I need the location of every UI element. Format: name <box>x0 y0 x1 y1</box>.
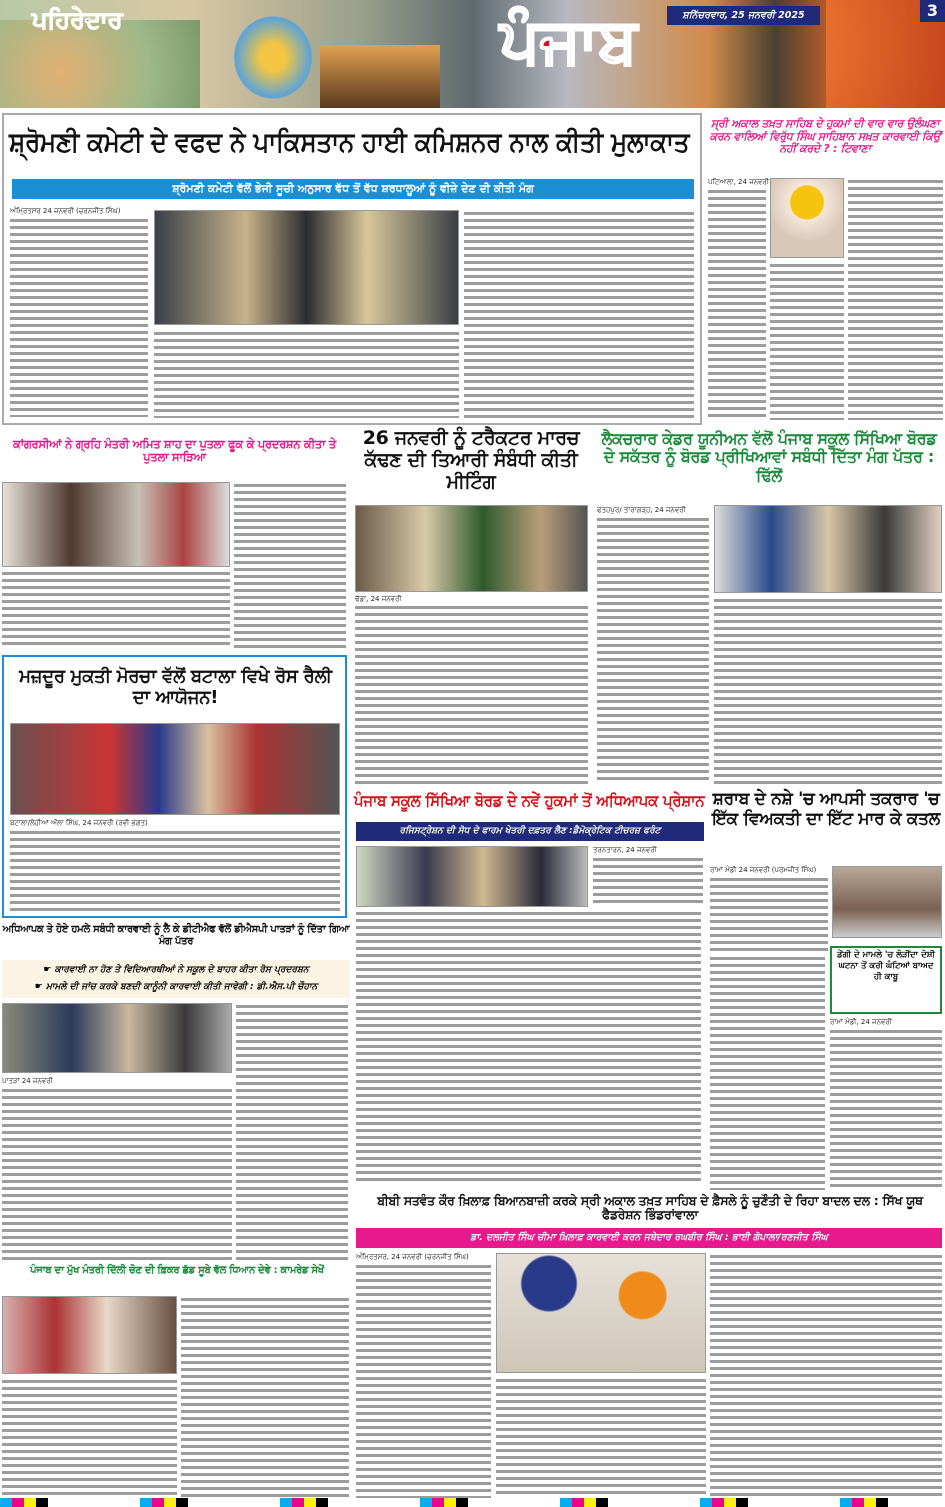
teacher-dateline: ਪਾਤੜਾਂ 24 ਜਨਵਰੀ <box>2 1077 53 1085</box>
lecturer-dateline: ਫਤਹਪੁਰ/ ਤਾਰਾਗੜ੍ਹ, 24 ਜਨਵਰੀ <box>597 506 686 514</box>
teacher-headline: ਅਧਿਆਪਕ ਤੇ ਹੋਏ ਹਮਲੇ ਸਬੰਧੀ ਕਾਰਵਾਈ ਨੂੰ ਲੈ ਕੇ ਡੀਟੀਐਫ ਵੱਲੋਂ ਡੀਐਸਪੀ ਪਾਤੜਾਂ ਨੂੰ ਦਿੱਤਾ ਗਿਆ ਮੰਗ ਪੱਤਰ <box>2 924 350 947</box>
murder-photo <box>832 866 942 938</box>
tractor-dateline: ਢੱਡਾ, 24 ਜਨਵਰੀ <box>355 595 402 603</box>
psseb-photo <box>356 846 588 907</box>
sarwan-headline: ਬੀਬੀ ਸਤਵੰਤ ਕੌਰ ਖ਼ਿਲਾਫ਼ ਬਿਆਨਬਾਜ਼ੀ ਕਰਕੇ ਸ੍ਰੀ ਅਕਾਲ ਤਖ਼ਤ ਸਾਹਿਬ ਦੇ ਫ਼ੈਸਲੇ ਨੂੰ ਚੁਣੌਤੀ ਦੇ ਰਿਹਾ ਬਾਦਲ ਦਲ : ਸਿੱਖ ਯੂਥ ਫੈਡਰੇਸ਼ਨ ਭਿੰਡਰਾਂਵਾਲਾ <box>377 1193 923 1223</box>
rally-headline: ਮਜ਼ਦੂਰ ਮੁਕਤੀ ਮੋਰਚਾ ਵੱਲੋਂ ਬਟਾਲਾ ਵਿਖੇ ਰੋਸ ਰੈਲੀ ਦਾ ਆਯੋਜਨ! <box>19 666 332 708</box>
teacher-bullets <box>2 960 350 998</box>
color-registration-bar <box>0 1498 945 1507</box>
lead-headline: ਸ਼੍ਰੋਮਣੀ ਕਮੇਟੀ ਦੇ ਵਫਦ ਨੇ ਪਾਕਿਸਤਾਨ ਹਾਈ ਕਮਿਸ਼ਨਰ ਨਾਲ ਕੀਤੀ ਮੁਲਾਕਾਤ <box>9 127 690 158</box>
tractor-meeting-photo <box>355 505 588 592</box>
psseb-dateline: ਤਰਨਤਾਰਨ, 24 ਜਨਵਰੀ <box>593 846 657 854</box>
lead-story <box>2 113 702 425</box>
psseb-subhead: ਰਜਿਸਟ੍ਰੇਸ਼ਨ ਦੀ ਸੋਧ ਦੇ ਫਾਰਮ ਖੇਤਰੀ ਦਫ਼ਤਰ ਲੈਣ :ਡੈਮੋਕ੍ਰੇਟਿਕ ਟੀਚਰਜ਼ ਫਰੰਟ <box>356 822 704 841</box>
akal-takht-dateline: ਪਟਿਆਲਾ, 24 ਜਨਵਰੀ <box>708 178 769 186</box>
lead-photo <box>154 210 459 325</box>
page-number: 3 <box>920 0 945 22</box>
congress-headline: ਕਾਂਗਰਸੀਆਂ ਨੇ ਗ੍ਰਹਿ ਮੰਤਰੀ ਅਮਿਤ ਸ਼ਾਹ ਦਾ ਪੁਤਲਾ ਫੂਕ ਕੇ ਪ੍ਰਦਰਸ਼ਨ ਕੀਤਾ ਤੇ ਪੁਤਲਾ ਸਾੜਿਆ <box>13 437 336 465</box>
dengue-box <box>830 946 942 1014</box>
section-title: ਪੰਜਾਬ <box>500 4 637 77</box>
sarwan-photo <box>496 1253 706 1373</box>
rally-dateline: ਬਟਾਲਾ/ਲੋਹੀਆਂ ਔਲਾ ਸਿੰਘ, 24 ਜਨਵਰੀ (ਰਵੀ ਭਗਤ) <box>10 819 148 827</box>
paper-name-logo: ਪਹਿਰੇਦਾਰ <box>32 6 123 34</box>
sarwan-subhead: ਡਾ. ਦਲਜੀਤ ਸਿੰਘ ਚੀਮਾ ਖ਼ਿਲਾਫ਼ ਕਾਰਵਾਈ ਕਰਨ ਜਥੇਦਾਰ ਰਘਬੀਰ ਸਿੰਘ : ਭਾਈ ਗੋਪਾਲਾ/ਰਣਜੀਤ ਸਿੰਘ <box>356 1228 942 1248</box>
masthead <box>0 0 945 108</box>
psseb-headline: ਪੰਜਾਬ ਸਕੂਲ ਸਿੱਖਿਆ ਬੋਰਡ ਦੇ ਨਵੇਂ ਹੁਕਮਾਂ ਤੋਂ ਅਧਿਆਪਕ ਪ੍ਰੇਸ਼ਾਨ <box>354 791 705 810</box>
cm-photo <box>2 1296 177 1374</box>
tractor-photo <box>320 45 440 108</box>
teacher-photo <box>2 1003 232 1073</box>
lead-subhead: ਸ਼੍ਰੋਮਣੀ ਕਮੇਟੀ ਵੱਲੋਂ ਭੇਜੀ ਸੂਚੀ ਅਨੁਸਾਰ ਵੱਧ ਤੋਂ ਵੱਧ ਸ਼ਰਧਾਲੂਆਂ ਨੂੰ ਵੀਜ਼ੇ ਦੇਣ ਦੀ ਕੀਤੀ ਮੰਗ <box>12 179 694 199</box>
akal-takht-headline: ਸ੍ਰੀ ਅਕਾਲ ਤਖ਼ਤ ਸਾਹਿਬ ਦੇ ਹੁਕਮਾਂ ਦੀ ਵਾਰ ਵਾਰ ਉਲੰਘਣਾ ਕਰਨ ਵਾਲਿਆਂ ਵਿਰੁੱਧ ਸਿੰਘ ਸਾਹਿਬਾਨ ਸਖ਼ਤ ਕਾਰਵਾਈ ਕਿਉਂ ਨਹੀਂ ਕਰਦੇ ? : ਟਿਵਾਣਾ <box>709 117 941 156</box>
lecturer-headline: ਲੈਕਚਰਾਰ ਕੇਡਰ ਯੂਨੀਅਨ ਵੱਲੋਂ ਪੰਜਾਬ ਸਕੂਲ ਸਿੱਖਿਆ ਬੋਰਡ ਦੇ ਸਕੱਤਰ ਨੂੰ ਬੋਰਡ ਪ੍ਰੀਖਿਆਵਾਂ ਸਬੰਧੀ ਦਿੱਤਾ ਮੰਗ ਪੱਤਰ : ਢਿੱਲੋਂ <box>601 429 937 485</box>
sarwan-dateline: ਅੰਮ੍ਰਿਤਸਰ, 24 ਜਨਵਰੀ (ਚਰਨਜੀਤ ਸਿੰਘ) <box>356 1253 469 1261</box>
tractor-headline: 26 ਜਨਵਰੀ ਨੂੰ ਟਰੈਕਟਰ ਮਾਰਚ ਕੱਢਣ ਦੀ ਤਿਆਰੀ ਸੰਬੰਧੀ ਕੀਤੀ ਮੀਟਿੰਗ <box>362 427 580 493</box>
dengue-headline: ਡੇਂਗੀ ਦੇ ਮਾਮਲੇ 'ਚ ਲੋੜੀਂਦਾ ਦੋਸ਼ੀ ਘਟਨਾ ਤੋਂ ਕਰੀ ਘੰਟਿਆਂ ਬਾਅਦ ਹੀ ਕਾਬੂ <box>837 950 935 983</box>
murder-dateline: ਰਾਮਾਂ ਮੰਡੀ 24 ਜਨਵਰੀ (ਪਰਮਜੀਤ ਸਿੰਘ) <box>710 866 817 874</box>
cm-headline: ਪੰਜਾਬ ਦਾ ਮੁੱਖ ਮੰਤਰੀ ਦਿੱਲੀ ਚੋਣ ਦੀ ਫ਼ਿਕਰ ਛੱਡ ਸੂਬੇ ਵੱਲ ਧਿਆਨ ਦੇਵੇ : ਕਾਮਰੇਡ ਸੇਖੋਂ <box>30 1265 324 1276</box>
rally-story <box>2 655 347 918</box>
rally-photo <box>10 723 340 815</box>
tiwana-photo <box>770 178 844 258</box>
murder-headline: ਸ਼ਰਾਬ ਦੇ ਨਸ਼ੇ 'ਚ ਆਪਸੀ ਤਕਰਾਰ 'ਚ ਇੱਕ ਵਿਅਕਤੀ ਦਾ ਇੱਟ ਮਾਰ ਕੇ ਕਤਲ <box>712 789 940 829</box>
punjab-map-graphic <box>228 10 318 105</box>
lecturer-photo <box>714 505 942 593</box>
dengue-dateline: ਰਾਮਾਂ ਮੰਡੀ, 24 ਜਨਵਰੀ <box>830 1018 892 1026</box>
congress-photo <box>2 482 230 567</box>
lead-dateline: ਅੰਮ੍ਰਿਤਸਰ 24 ਜਨਵਰੀ (ਚਰਨਜੀਤ ਸਿੰਘ) <box>10 207 121 215</box>
teacher-bullet: ☛ ਮਾਮਲੇ ਦੀ ਜਾਂਚ ਕਰਕੇ ਬਣਦੀ ਕਾਨੂੰਨੀ ਕਾਰਵਾਈ ਕੀਤੀ ਜਾਵੇਗੀ : ਡੀ.ਐਸ.ਪੀ ਚੌਹਾਨ <box>34 982 318 992</box>
date-box: ਸ਼ਨਿੱਚਰਵਾਰ, 25 ਜਨਵਰੀ 2025 <box>667 6 820 25</box>
teacher-bullet: ☛ ਕਾਰਵਾਈ ਨਾ ਹੋਣ ਤੇ ਵਿਦਿਆਰਥੀਆਂ ਨੇ ਸਕੂਲ ਦੇ ਬਾਹਰ ਕੀਤਾ ਰੋਸ ਪ੍ਰਦਰਸ਼ਨ <box>43 965 309 975</box>
